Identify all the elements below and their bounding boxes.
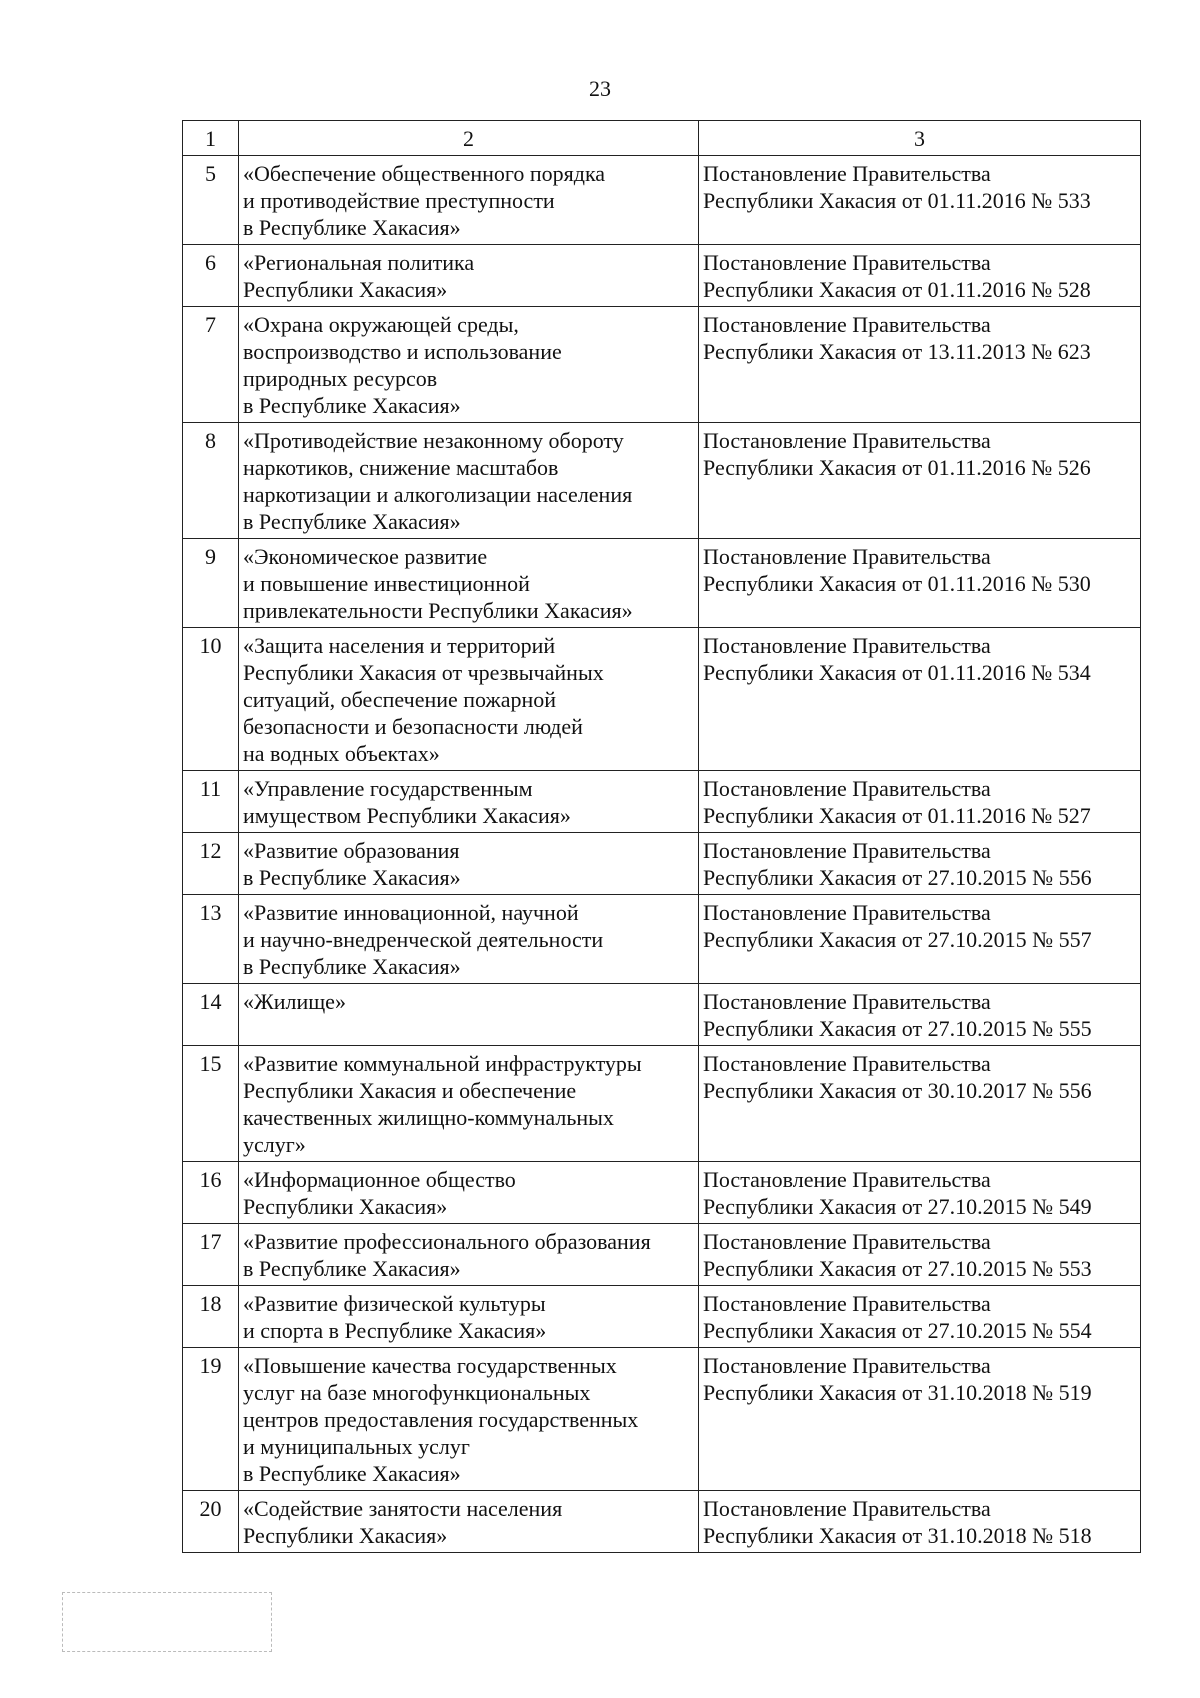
program-name-cell <box>239 771 699 833</box>
row-number: 10 <box>183 628 239 771</box>
legal-document-line: Республики Хакасия от 27.10.2015 № 556 <box>703 865 1092 890</box>
legal-document-cell <box>699 539 1141 628</box>
legal-document-line: Постановление Правительства <box>703 1353 991 1378</box>
header-col-1: 1 <box>183 121 239 156</box>
legal-document-line: Республики Хакасия от 27.10.2015 № 555 <box>703 1016 1092 1041</box>
program-name-line: наркотизации и алкоголизации населения <box>243 482 633 507</box>
legal-document-line: Постановление Правительства <box>703 838 991 863</box>
program-name-cell <box>239 1224 699 1286</box>
program-name-cell <box>239 307 699 423</box>
program-name-line: «Охрана окружающей среды, <box>243 312 519 337</box>
program-name-line: природных ресурсов <box>243 366 438 391</box>
row-number: 16 <box>183 1162 239 1224</box>
program-name-line: Республики Хакасия от чрезвычайных <box>243 660 604 685</box>
row-number: 20 <box>183 1491 239 1553</box>
legal-document-line: Республики Хакасия от 01.11.2016 № 526 <box>703 455 1091 480</box>
legal-document-line: Республики Хакасия от 01.11.2016 № 533 <box>703 188 1091 213</box>
program-name-line: «Развитие образования <box>243 838 460 863</box>
legal-document-line: Республики Хакасия от 27.10.2015 № 554 <box>703 1318 1092 1343</box>
legal-document-cell <box>699 1046 1141 1162</box>
program-name-line: и научно-внедренческой деятельности <box>243 927 604 952</box>
program-name-cell <box>239 423 699 539</box>
legal-document-cell <box>699 628 1141 771</box>
program-name-cell <box>239 1286 699 1348</box>
program-name-line: Республики Хакасия» <box>243 1523 448 1548</box>
program-name-line: в Республике Хакасия» <box>243 1256 461 1281</box>
program-name-line: на водных объектах» <box>243 741 440 766</box>
program-name-cell <box>239 833 699 895</box>
table-row <box>183 539 1141 628</box>
table-row <box>183 628 1141 771</box>
program-name-line: Республики Хакасия и обеспечение <box>243 1078 577 1103</box>
program-name-cell <box>239 1491 699 1553</box>
legal-document-line: Постановление Правительства <box>703 250 991 275</box>
row-number: 11 <box>183 771 239 833</box>
table-row <box>183 1046 1141 1162</box>
legal-document-cell <box>699 1348 1141 1491</box>
legal-document-cell <box>699 984 1141 1046</box>
legal-document-line: Республики Хакасия от 27.10.2015 № 549 <box>703 1194 1092 1219</box>
program-name-line: «Жилище» <box>243 989 346 1014</box>
legal-document-cell <box>699 1162 1141 1224</box>
legal-document-line: Постановление Правительства <box>703 776 991 801</box>
legal-document-line: Республики Хакасия от 01.11.2016 № 534 <box>703 660 1091 685</box>
programs-table <box>182 120 1141 1553</box>
program-name-line: центров предоставления государственных <box>243 1407 639 1432</box>
legal-document-line: Постановление Правительства <box>703 1496 991 1521</box>
program-name-line: безопасности и безопасности людей <box>243 714 583 739</box>
program-name-line: в Республике Хакасия» <box>243 1461 461 1486</box>
program-name-line: воспроизводство и использование <box>243 339 562 364</box>
legal-document-cell <box>699 771 1141 833</box>
table-row <box>183 423 1141 539</box>
table-row <box>183 984 1141 1046</box>
table-row <box>183 1491 1141 1553</box>
page-number: 23 <box>589 76 611 101</box>
legal-document-line: Постановление Правительства <box>703 633 991 658</box>
program-name-line: услуг на базе многофункциональных <box>243 1380 591 1405</box>
table-row <box>183 833 1141 895</box>
program-name-line: привлекательности Республики Хакасия» <box>243 598 633 623</box>
program-name-cell <box>239 628 699 771</box>
row-number: 18 <box>183 1286 239 1348</box>
legal-document-cell <box>699 156 1141 245</box>
legal-document-line: Республики Хакасия от 01.11.2016 № 527 <box>703 803 1091 828</box>
table-row <box>183 895 1141 984</box>
header-col-3: 3 <box>699 121 1141 156</box>
legal-document-line: Постановление Правительства <box>703 161 991 186</box>
program-name-line: Республики Хакасия» <box>243 1194 448 1219</box>
table-row <box>183 156 1141 245</box>
program-name-line: «Развитие физической культуры <box>243 1291 546 1316</box>
legal-document-cell <box>699 307 1141 423</box>
registration-stamp <box>62 1592 272 1652</box>
table-row <box>183 771 1141 833</box>
program-name-line: «Повышение качества государственных <box>243 1353 617 1378</box>
program-name-line: «Развитие инновационной, научной <box>243 900 579 925</box>
program-name-line: в Республике Хакасия» <box>243 865 461 890</box>
program-name-cell <box>239 156 699 245</box>
row-number: 5 <box>183 156 239 245</box>
legal-document-line: Постановление Правительства <box>703 1291 991 1316</box>
legal-document-line: Республики Хакасия от 31.10.2018 № 519 <box>703 1380 1092 1405</box>
program-name-line: «Информационное общество <box>243 1167 516 1192</box>
program-name-cell <box>239 1348 699 1491</box>
table-row <box>183 1224 1141 1286</box>
legal-document-cell <box>699 833 1141 895</box>
legal-document-line: Республики Хакасия от 27.10.2015 № 557 <box>703 927 1092 952</box>
program-name-line: в Республике Хакасия» <box>243 954 461 979</box>
program-name-line: и противодействие преступности <box>243 188 555 213</box>
table-row <box>183 307 1141 423</box>
legal-document-line: Республики Хакасия от 13.11.2013 № 623 <box>703 339 1091 364</box>
legal-document-line: Постановление Правительства <box>703 900 991 925</box>
legal-document-line: Республики Хакасия от 31.10.2018 № 518 <box>703 1523 1092 1548</box>
row-number: 19 <box>183 1348 239 1491</box>
legal-document-line: Республики Хакасия от 01.11.2016 № 530 <box>703 571 1091 596</box>
row-number: 14 <box>183 984 239 1046</box>
legal-document-line: Постановление Правительства <box>703 428 991 453</box>
table-row <box>183 1286 1141 1348</box>
legal-document-cell <box>699 245 1141 307</box>
program-name-line: «Экономическое развитие <box>243 544 488 569</box>
program-name-line: «Содействие занятости населения <box>243 1496 563 1521</box>
program-name-line: «Защита населения и территорий <box>243 633 556 658</box>
legal-document-cell <box>699 1224 1141 1286</box>
table-row <box>183 1348 1141 1491</box>
legal-document-line: Постановление Правительства <box>703 544 991 569</box>
header-row <box>183 121 1141 156</box>
program-name-line: в Республике Хакасия» <box>243 509 461 534</box>
legal-document-line: Постановление Правительства <box>703 1229 991 1254</box>
program-name-cell <box>239 1162 699 1224</box>
legal-document-line: Постановление Правительства <box>703 312 991 337</box>
program-name-line: «Региональная политика <box>243 250 475 275</box>
table-body <box>183 156 1141 1553</box>
table-row <box>183 1162 1141 1224</box>
legal-document-line: Республики Хакасия от 30.10.2017 № 556 <box>703 1078 1092 1103</box>
table-row <box>183 245 1141 307</box>
program-name-line: «Развитие коммунальной инфраструктуры <box>243 1051 642 1076</box>
legal-document-line: Постановление Правительства <box>703 1167 991 1192</box>
program-name-line: и повышение инвестиционной <box>243 571 530 596</box>
row-number: 13 <box>183 895 239 984</box>
program-name-line: «Развитие профессионального образования <box>243 1229 651 1254</box>
program-name-line: имуществом Республики Хакасия» <box>243 803 571 828</box>
row-number: 15 <box>183 1046 239 1162</box>
program-name-line: качественных жилищно-коммунальных <box>243 1105 614 1130</box>
row-number: 9 <box>183 539 239 628</box>
legal-document-line: Постановление Правительства <box>703 1051 991 1076</box>
program-name-line: «Управление государственным <box>243 776 533 801</box>
table-header <box>183 121 1141 156</box>
program-name-line: в Республике Хакасия» <box>243 393 461 418</box>
legal-document-cell <box>699 1491 1141 1553</box>
program-name-line: «Обеспечение общественного порядка <box>243 161 606 186</box>
program-name-cell <box>239 245 699 307</box>
program-name-line: Республики Хакасия» <box>243 277 448 302</box>
legal-document-cell <box>699 895 1141 984</box>
row-number: 12 <box>183 833 239 895</box>
program-name-line: в Республике Хакасия» <box>243 215 461 240</box>
header-col-2: 2 <box>239 121 699 156</box>
program-name-cell <box>239 539 699 628</box>
program-name-line: и спорта в Республике Хакасия» <box>243 1318 547 1343</box>
program-name-line: ситуаций, обеспечение пожарной <box>243 687 557 712</box>
program-name-line: «Противодействие незаконному обороту <box>243 428 624 453</box>
row-number: 17 <box>183 1224 239 1286</box>
legal-document-cell <box>699 1286 1141 1348</box>
row-number: 7 <box>183 307 239 423</box>
program-name-cell <box>239 895 699 984</box>
program-name-line: услуг» <box>243 1132 306 1157</box>
program-name-cell <box>239 984 699 1046</box>
row-number: 6 <box>183 245 239 307</box>
legal-document-line: Республики Хакасия от 27.10.2015 № 553 <box>703 1256 1092 1281</box>
legal-document-cell <box>699 423 1141 539</box>
row-number: 8 <box>183 423 239 539</box>
program-name-line: наркотиков, снижение масштабов <box>243 455 559 480</box>
program-name-line: и муниципальных услуг <box>243 1434 470 1459</box>
legal-document-line: Постановление Правительства <box>703 989 991 1014</box>
legal-document-line: Республики Хакасия от 01.11.2016 № 528 <box>703 277 1091 302</box>
program-name-cell <box>239 1046 699 1162</box>
